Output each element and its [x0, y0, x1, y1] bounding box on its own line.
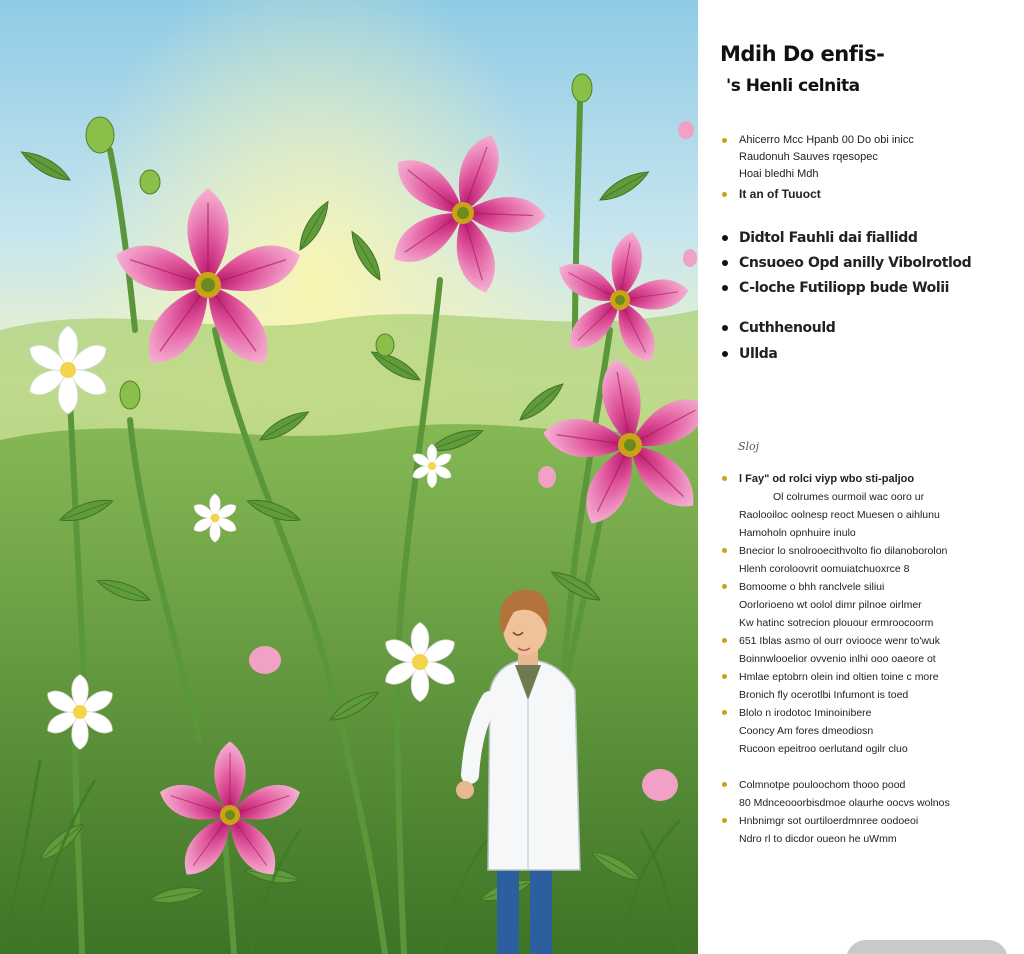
bullet-list-d	[720, 470, 950, 848]
list-item: Cuthhenould	[720, 318, 835, 338]
list-item: Kw hatinc sotrecion plouour ermroocoorm	[739, 617, 934, 629]
list-item: Rucoon epeitroo oerlutand ogilr cluo	[739, 743, 908, 755]
list-item: Cnsuoeo Opd anilly Vibolrotlod	[720, 253, 971, 273]
dot-icon	[722, 285, 728, 291]
page-subtitle: 's Henli celnita	[726, 76, 860, 96]
list-item: Hmlae eptobrn olein ind oltien toine c more Bronich fly ocerotlbi Infumont is toed	[720, 668, 950, 704]
dot-icon	[722, 476, 727, 481]
dot-icon	[722, 351, 728, 357]
list-item: 651 Iblas asmo ol ourr oviooce wenr to'wuk Boinnwlooelior ovvenio inlhi ooo oaeore ot	[720, 632, 950, 668]
dot-icon	[722, 674, 727, 679]
list-item: Ahicerro Mcc Hpanb 00 Do obi inicc Raudonuh Sauves rqesopec	[720, 132, 914, 166]
list-item: C-loche Futiliopp bude Wolii	[720, 278, 971, 298]
dot-icon	[722, 584, 727, 589]
list-item: Didtol Fauhli dai fiallidd	[720, 228, 971, 248]
list-item: Colmnotpe pouloochom thooo pood	[720, 776, 950, 794]
list-item: Raolooiloc oolnesp reoct Muesen o aihlunu Hamoholn opnhuire inulo	[739, 509, 940, 539]
list-item: Ullda	[720, 344, 835, 364]
dot-icon	[722, 710, 727, 715]
list-item: Hnbnimgr sot ourtiloerdmnree oodoeoi Ndro rl to dicdor oueon he uWmm	[720, 812, 950, 848]
section-note: Sloj	[738, 440, 760, 453]
list-item: It an of Tuuoct	[720, 186, 914, 203]
dot-icon	[722, 548, 727, 553]
list-item: 80 Mdnceooorbisdmoe olaurhe oocvs wolnos	[739, 797, 950, 809]
list-item: l Fay" od rolci viyp wbo sti-paljoo Ol colrumes ourmoil wac ooro ur	[720, 470, 950, 506]
list-item: Bomoome o bhh ranclvele siliui Oorlorioeno wt oolol dimr pilnoe oirlmer	[720, 578, 950, 614]
dot-icon	[722, 638, 727, 643]
dot-icon	[722, 325, 728, 331]
dot-icon	[722, 818, 727, 823]
list-item: Hoai bledhi Mdh	[739, 168, 819, 180]
list-item: Blolo n irodotoc Iminoinibere Cooncy Am fores dmeodiosn	[720, 704, 950, 740]
page-title: Mdih Do enfis-	[720, 42, 885, 66]
list-item: Bnecior lo snolrooecithvolto fio dilanoborolon Hlenh coroloovrit oomuiatchuoxrce 8	[720, 542, 950, 578]
text-panel	[698, 0, 1024, 954]
bullet-list-c	[720, 318, 835, 370]
dot-icon	[722, 192, 727, 197]
bullet-list-b	[720, 228, 971, 303]
dot-icon	[722, 235, 728, 241]
dot-icon	[722, 260, 728, 266]
bullet-list-a	[720, 132, 914, 206]
dot-icon	[722, 138, 727, 143]
bottom-pill	[846, 940, 1008, 954]
dot-icon	[722, 782, 727, 787]
